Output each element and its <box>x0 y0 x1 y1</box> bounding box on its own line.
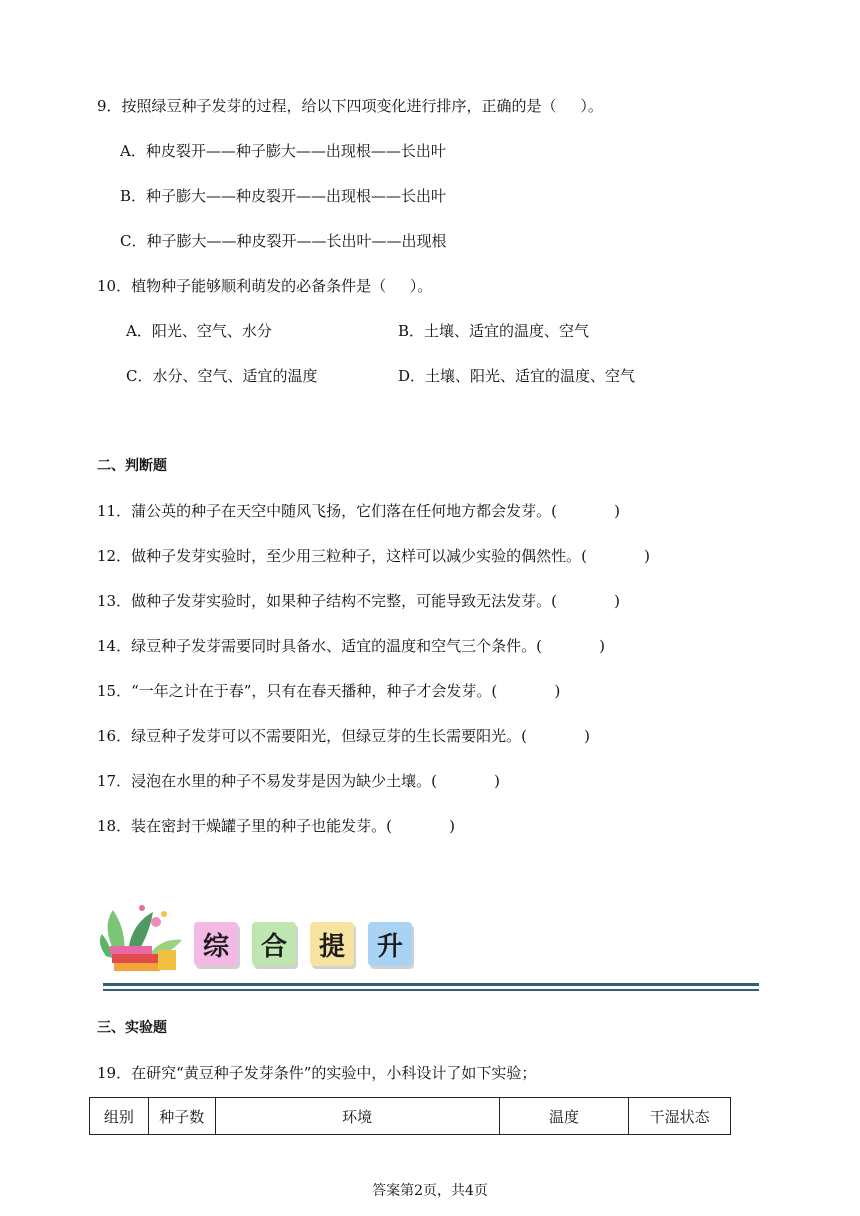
question-10-option-d: D．土壤、阳光、适宜的温度、空气 <box>398 367 636 385</box>
judgment-item: 14．绿豆种子发芽需要同时具备水、适宜的温度和空气三个条件。( ) <box>97 637 606 655</box>
question-10-stem: 10．植物种子能够顺利萌发的必备条件是（ ）。 <box>97 277 433 295</box>
table-header-row <box>90 1098 731 1135</box>
table-header-cell: 环境 <box>215 1098 499 1135</box>
banner-divider <box>103 983 759 986</box>
table-header-cell: 组别 <box>90 1098 149 1135</box>
section-banner <box>98 900 418 976</box>
banner-char-zong: 综 <box>194 922 238 966</box>
judgment-item: 13．做种子发芽实验时，如果种子结构不完整，可能导致无法发芽。( ) <box>97 592 621 610</box>
question-10-option-b: B．土壤、适宜的温度、空气 <box>398 322 590 340</box>
table-header-cell: 干湿状态 <box>629 1098 731 1135</box>
section-3-title: 三、实验题 <box>97 1020 167 1036</box>
question-9-stem: 9．按照绿豆种子发芽的过程，给以下四项变化进行排序，正确的是（ ）。 <box>97 97 603 115</box>
question-9-option-b: B．种子膨大——种皮裂开——出现根——长出叶 <box>120 187 447 205</box>
banner-char-sheng: 升 <box>368 922 412 966</box>
banner-char-he: 合 <box>252 922 296 966</box>
page-footer: 答案第2页，共4页 <box>372 1183 488 1199</box>
judgment-item: 16．绿豆种子发芽可以不需要阳光，但绿豆芽的生长需要阳光。( ) <box>97 727 591 745</box>
banner-divider-thin <box>103 989 759 991</box>
judgment-item: 15．“一年之计在于春”，只有在春天播种，种子才会发芽。( ) <box>97 682 561 700</box>
section-2-title: 二、判断题 <box>97 458 167 474</box>
question-10-option-c: C．水分、空气、适宜的温度 <box>126 367 318 385</box>
plant-books-icon <box>98 900 188 976</box>
judgment-item: 17．浸泡在水里的种子不易发芽是因为缺少土壤。( ) <box>97 772 501 790</box>
banner-char-ti: 提 <box>310 922 354 966</box>
question-9-option-c: C．种子膨大——种皮裂开——长出叶——出现根 <box>120 232 447 250</box>
question-10-option-a: A．阳光、空气、水分 <box>126 322 272 340</box>
judgment-item: 11．蒲公英的种子在天空中随风飞扬，它们落在任何地方都会发芽。( ) <box>97 502 621 520</box>
judgment-item: 18．装在密封干燥罐子里的种子也能发芽。( ) <box>97 817 456 835</box>
question-9-option-a: A．种皮裂开——种子膨大——出现根——长出叶 <box>120 142 446 160</box>
judgment-item: 12．做种子发芽实验时，至少用三粒种子，这样可以减少实验的偶然性。( ) <box>97 547 651 565</box>
experiment-table <box>89 1097 731 1135</box>
question-19-stem: 19．在研究“黄豆种子发芽条件”的实验中，小科设计了如下实验； <box>97 1064 537 1082</box>
table-header-cell: 温度 <box>499 1098 629 1135</box>
table-header-cell: 种子数 <box>148 1098 215 1135</box>
